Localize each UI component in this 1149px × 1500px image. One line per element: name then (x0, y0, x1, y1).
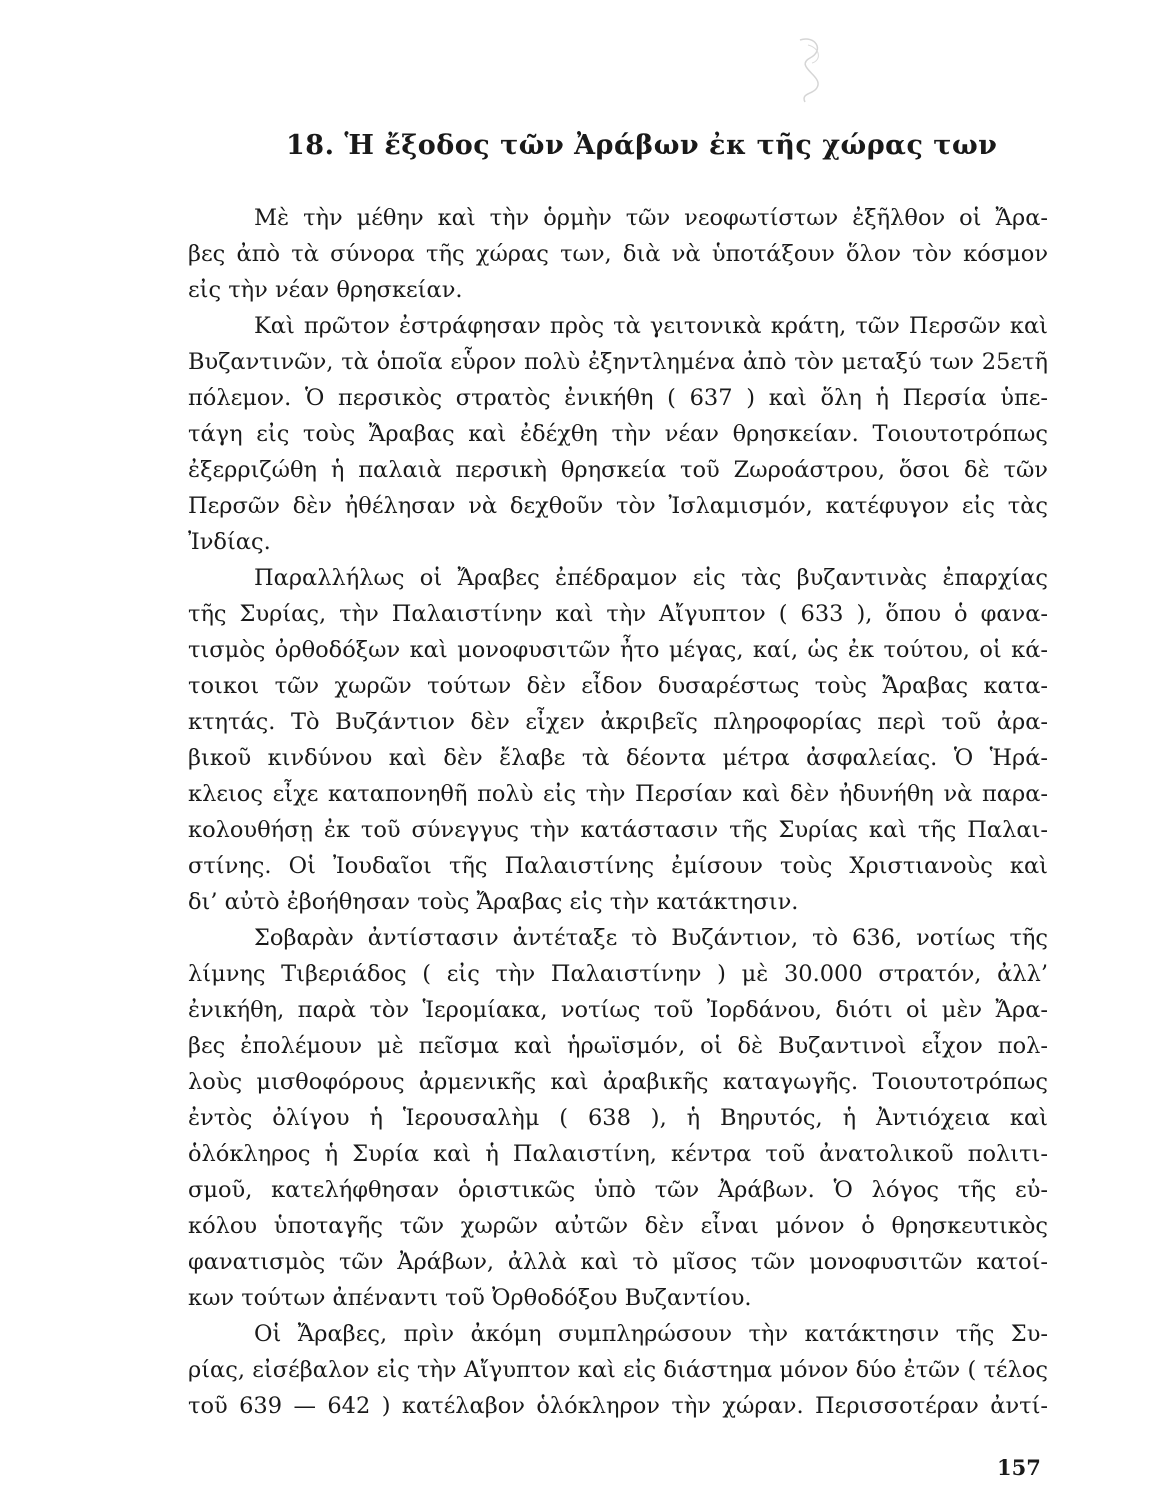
page-number: 157 (997, 1455, 1041, 1480)
text-line: κτητάς. Τὸ Βυζάντιον δὲν εἶχεν ἀκριβεῖς πληροφορίας περὶ τοῦ ἀρα- (188, 709, 1048, 735)
faint-scan-mark (780, 30, 840, 110)
text-line: ἐνικήθη, παρὰ τὸν Ἱερομίακα, νοτίως τοῦ Ἰορδάνου, διότι οἱ μὲν Ἄρα- (188, 997, 1048, 1023)
text-line: κων τούτων ἀπέναντι τοῦ Ὀρθοδόξου Βυζαντίου. (188, 1285, 752, 1311)
text-line: βες ἐπολέμουν μὲ πεῖσμα καὶ ἡρωϊσμόν, οἱ δὲ Βυζαντινοὶ εἶχον πολ- (188, 1033, 1048, 1059)
text-line: κόλου ὑποταγῆς τῶν χωρῶν αὐτῶν δὲν εἶναι μόνον ὁ θρησκευτικὸς (188, 1213, 1048, 1239)
text-line: τάγη εἰς τοὺς Ἄραβας καὶ ἐδέχθη τὴν νέαν θρησκείαν. Τοιουτοτρόπως (188, 421, 1048, 447)
text-line: ἐξερριζώθη ἡ παλαιὰ περσικὴ θρησκεία τοῦ Ζωροάστρου, ὅσοι δὲ τῶν (188, 457, 1048, 483)
text-line: σμοῦ, κατελήφθησαν ὁριστικῶς ὑπὸ τῶν Ἀράβων. Ὁ λόγος τῆς εὐ- (188, 1177, 1048, 1203)
text-line: τοικοι τῶν χωρῶν τούτων δὲν εἶδον δυσαρέστως τοὺς Ἄραβας κατα- (188, 673, 1048, 699)
text-line: βες ἀπὸ τὰ σύνορα τῆς χώρας των, διὰ νὰ ὑποτάξουν ὅλον τὸν κόσμον (188, 241, 1048, 267)
text-line: στίνης. Οἱ Ἰουδαῖοι τῆς Παλαιστίνης ἐμίσουν τοὺς Χριστιανοὺς καὶ (188, 853, 1048, 879)
text-line: βικοῦ κινδύνου καὶ δὲν ἔλαβε τὰ δέοντα μέτρα ἀσφαλείας. Ὁ Ἡρά- (188, 745, 1048, 771)
text-line: ρίας, εἰσέβαλον εἰς τὴν Αἴγυπτον καὶ εἰς διάστημα μόνον δύο ἐτῶν ( τέλος (188, 1357, 1048, 1383)
text-line: τοῦ 639 — 642 ) κατέλαβον ὁλόκληρον τὴν χώραν. Περισσοτέραν ἀντί- (188, 1393, 1048, 1419)
text-line: Βυζαντινῶν, τὰ ὁποῖα εὗρον πολὺ ἐξηντλημένα ἀπὸ τὸν μεταξύ των 25ετῆ (188, 349, 1048, 375)
text-line: φανατισμὸς τῶν Ἀράβων, ἀλλὰ καὶ τὸ μῖσος τῶν μονοφυσιτῶν κατοί- (188, 1249, 1048, 1275)
text-line: Καὶ πρῶτον ἐστράφησαν πρὸς τὰ γειτονικὰ κράτη, τῶν Περσῶν καὶ (254, 313, 1048, 339)
text-line: δι’ αὐτὸ ἐβοήθησαν τοὺς Ἄραβας εἰς τὴν κατάκτησιν. (188, 889, 799, 915)
text-line: Οἱ Ἄραβες, πρὶν ἀκόμη συμπληρώσουν τὴν κατάκτησιν τῆς Συ- (254, 1321, 1048, 1347)
text-line: εἰς τὴν νέαν θρησκείαν. (188, 277, 463, 303)
text-line: Ἰνδίας. (188, 529, 271, 555)
paragraph (188, 1316, 1048, 1424)
text-line: τισμὸς ὀρθοδόξων καὶ μονοφυσιτῶν ἦτο μέγας, καί, ὡς ἐκ τούτου, οἱ κά- (188, 637, 1048, 663)
text-line: Περσῶν δὲν ἠθέλησαν νὰ δεχθοῦν τὸν Ἰσλαμισμόν, κατέφυγον εἰς τὰς (188, 493, 1048, 519)
body-text (188, 200, 1048, 1424)
text-line: κλειος εἶχε καταπονηθῆ πολὺ εἰς τὴν Περσίαν καὶ δὲν ἠδυνήθη νὰ παρα- (188, 781, 1048, 807)
text-line: Σοβαρὰν ἀντίστασιν ἀντέταξε τὸ Βυζάντιον, τὸ 636, νοτίως τῆς (254, 925, 1048, 951)
text-line: τῆς Συρίας, τὴν Παλαιστίνην καὶ τὴν Αἴγυπτον ( 633 ), ὅπου ὁ φανα- (188, 601, 1048, 627)
text-line: Μὲ τὴν μέθην καὶ τὴν ὁρμὴν τῶν νεοφωτίστων ἐξῆλθον οἱ Ἄρα- (254, 205, 1048, 231)
text-line: λίμνης Τιβεριάδος ( εἰς τὴν Παλαιστίνην ) μὲ 30.000 στρατόν, ἀλλ’ (188, 961, 1048, 987)
paragraph (188, 200, 1048, 308)
text-line: κολουθήσῃ ἐκ τοῦ σύνεγγυς τὴν κατάστασιν τῆς Συρίας καὶ τῆς Παλαι- (188, 817, 1048, 843)
paragraph (188, 308, 1048, 560)
text-line: ὁλόκληρος ἡ Συρία καὶ ἡ Παλαιστίνη, κέντρα τοῦ ἀνατολικοῦ πολιτι- (188, 1141, 1048, 1167)
chapter-title: 18. Ἡ ἔξοδος τῶν Ἀράβων ἐκ τῆς χώρας των (286, 130, 998, 161)
text-line: λοὺς μισθοφόρους ἀρμενικῆς καὶ ἀραβικῆς καταγωγῆς. Τοιουτοτρόπως (188, 1069, 1048, 1095)
paragraph (188, 560, 1048, 920)
text-line: Παραλλήλως οἱ Ἄραβες ἐπέδραμον εἰς τὰς βυζαντινὰς ἐπαρχίας (254, 565, 1048, 591)
text-line: πόλεμον. Ὁ περσικὸς στρατὸς ἐνικήθη ( 637 ) καὶ ὅλη ἡ Περσία ὑπε- (188, 385, 1048, 411)
text-line: ἐντὸς ὀλίγου ἡ Ἱερουσαλὴμ ( 638 ), ἡ Βηρυτός, ἡ Ἀντιόχεια καὶ (188, 1105, 1048, 1131)
paragraph (188, 920, 1048, 1316)
